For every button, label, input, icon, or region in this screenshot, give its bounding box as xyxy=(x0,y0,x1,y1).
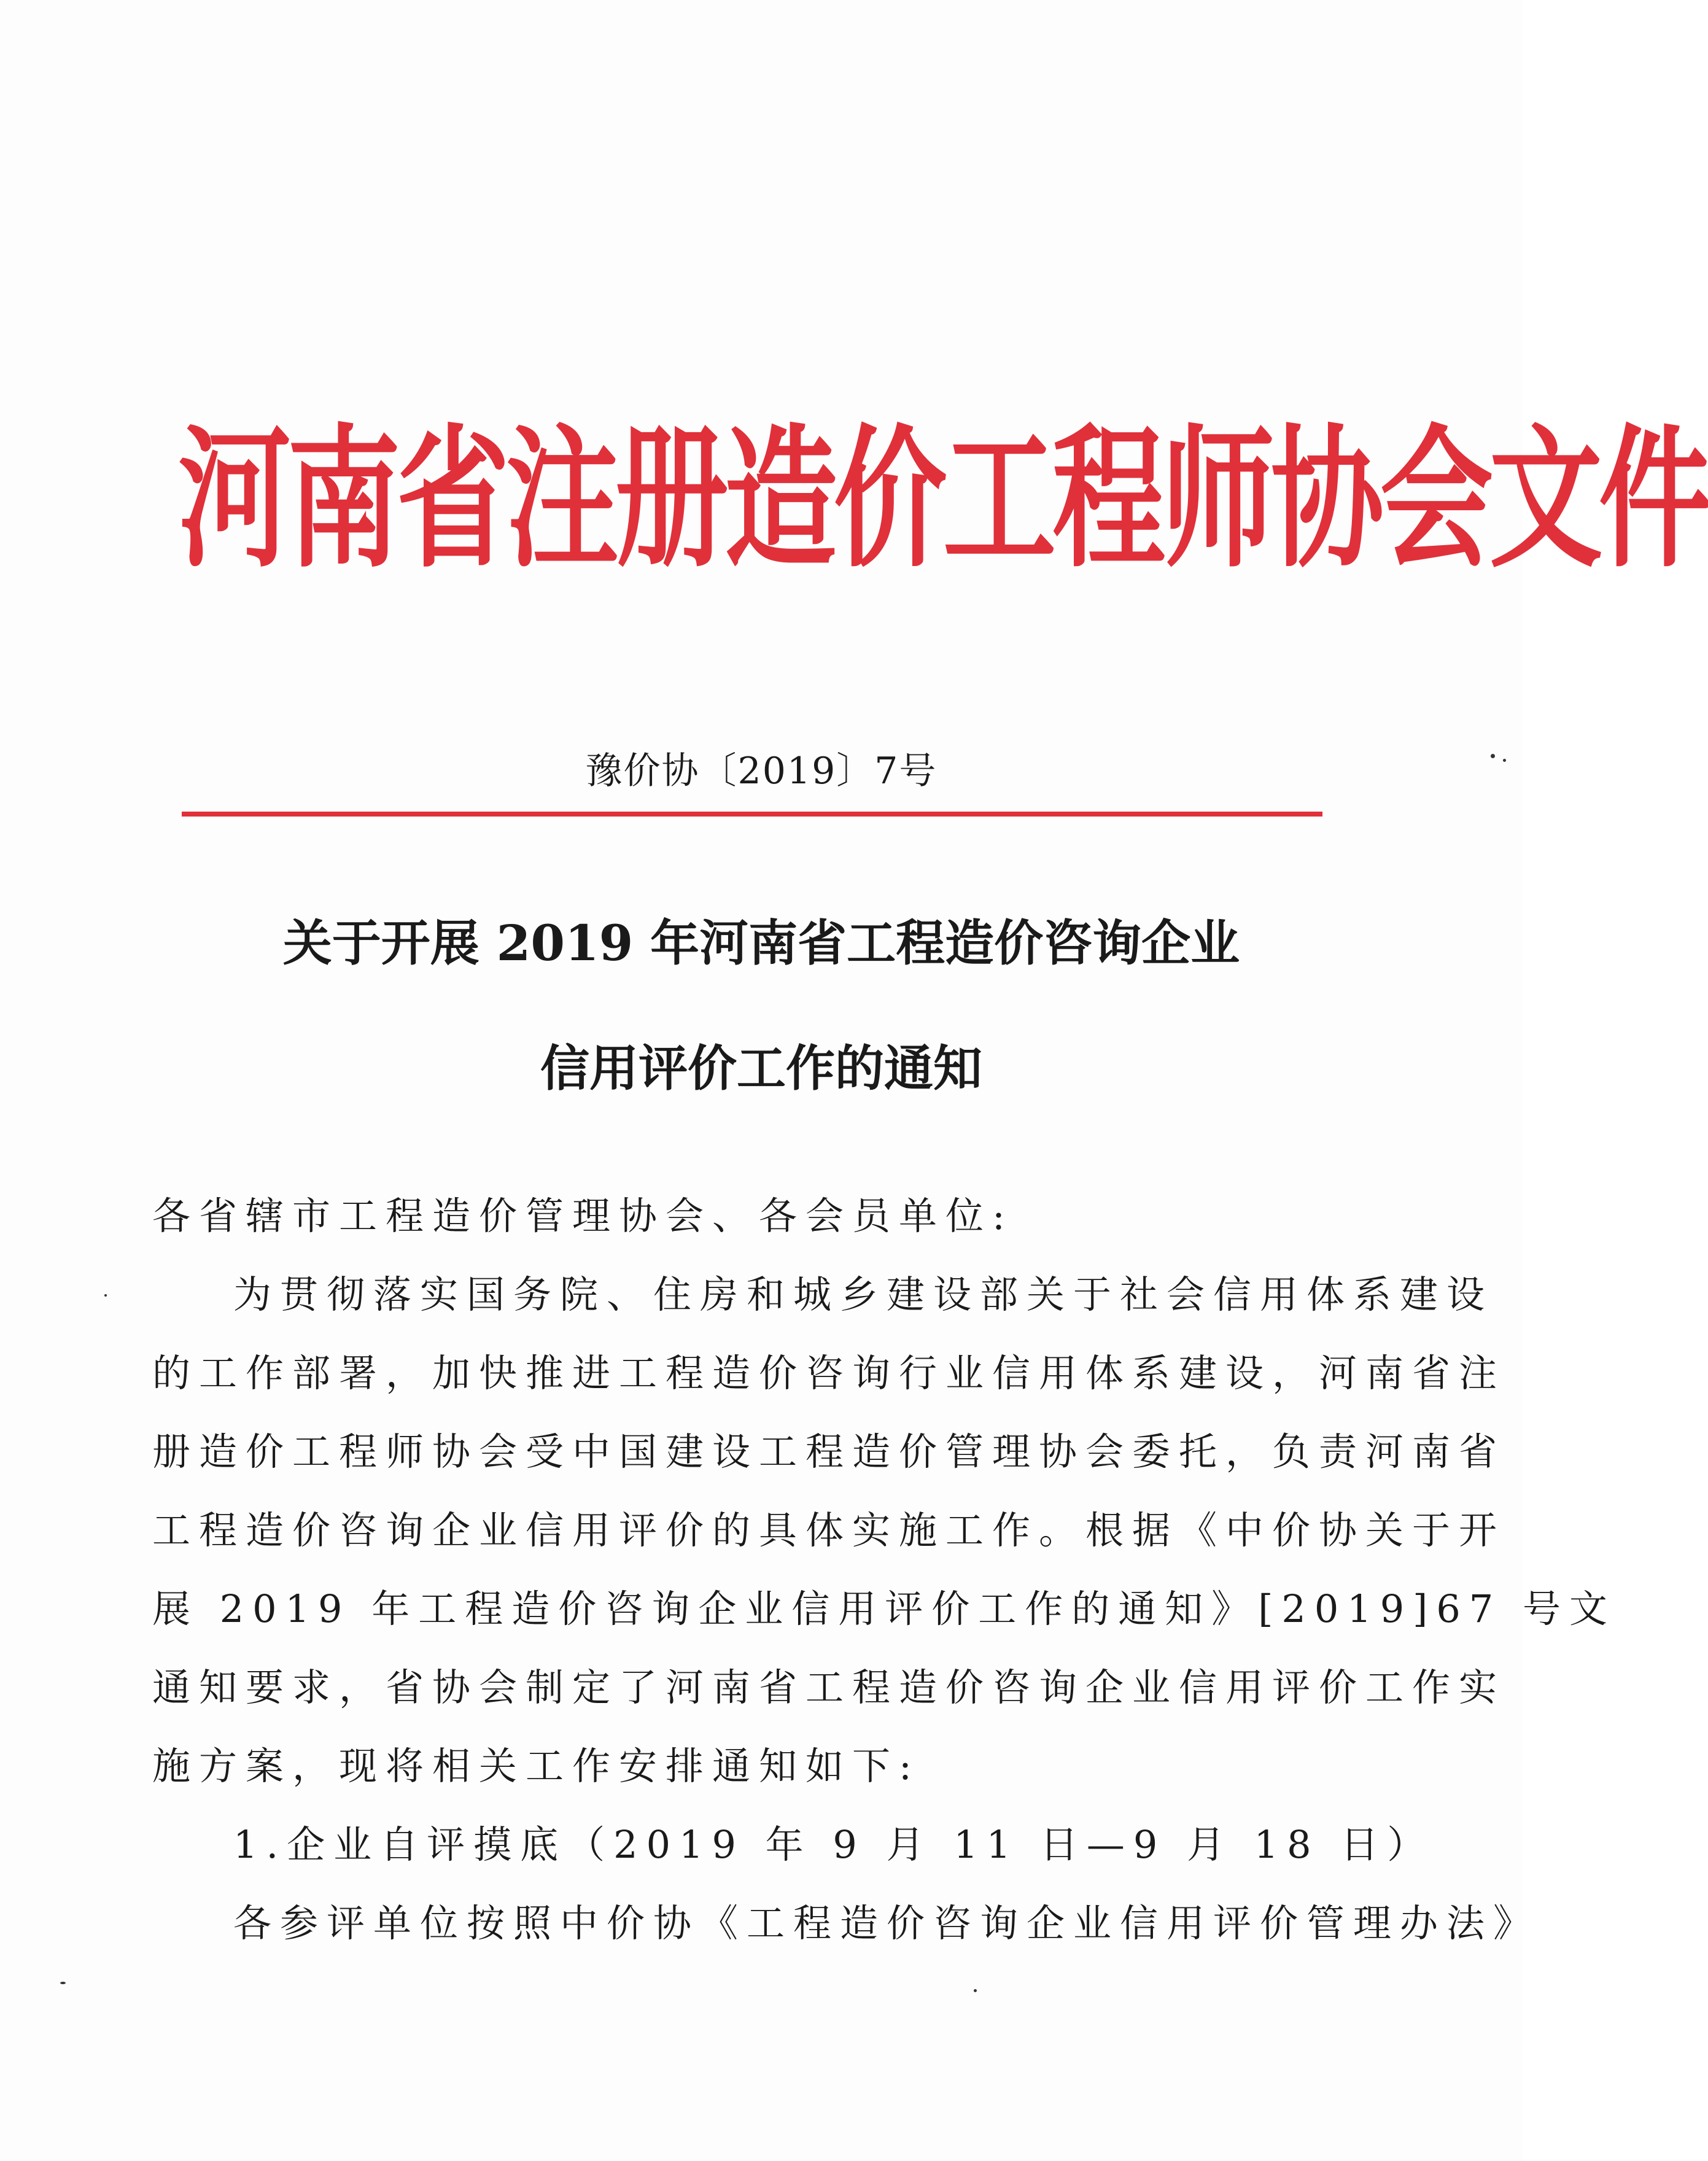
salutation: 各省辖市工程造价管理协会、各会员单位: xyxy=(152,1193,1014,1238)
red-separator-line xyxy=(182,812,1322,817)
paragraph-1-line: 册造价工程师协会受中国建设工程造价管理协会委托，负责河南省 xyxy=(152,1429,1506,1474)
paragraph-1-line: 的工作部署，加快推进工程造价咨询行业信用体系建设，河南省注 xyxy=(152,1351,1506,1395)
paragraph-1-line: 展 2019 年工程造价咨询企业信用评价工作的通知》[2019]67 号文 xyxy=(152,1586,1616,1631)
document-number: 豫价协〔2019〕7号 xyxy=(585,750,937,793)
scan-speck xyxy=(60,1982,66,1984)
paragraph-1-line: 施方案，现将相关工作安排通知如下: xyxy=(152,1744,920,1788)
scan-speck xyxy=(974,1989,977,1992)
paragraph-1-line: 工程造价咨询企业信用评价的具体实施工作。根据《中价协关于开 xyxy=(152,1508,1506,1553)
headline-line-1: 关于开展 2019 年河南省工程造价咨询企业 xyxy=(282,914,1240,972)
scan-speck xyxy=(104,1294,107,1297)
paragraph-1-line: 为贯彻落实国务院、住房和城乡建设部关于社会信用体系建设 xyxy=(233,1272,1494,1317)
paragraph-1-line: 通知要求，省协会制定了河南省工程造价咨询企业信用评价工作实 xyxy=(152,1665,1506,1710)
item-1-heading: 1.企业自评摸底（2019 年 9 月 11 日—9 月 18 日） xyxy=(233,1822,1434,1867)
headline-line-2: 信用评价工作的通知 xyxy=(540,1039,982,1097)
scan-speck xyxy=(1503,759,1506,762)
org-header-title: 河南省注册造价工程师协会文件 xyxy=(178,411,1708,589)
scan-speck xyxy=(1491,754,1495,758)
paragraph-2-line: 各参评单位按照中价协《工程造价咨询企业信用评价管理办法》 xyxy=(233,1901,1540,1946)
